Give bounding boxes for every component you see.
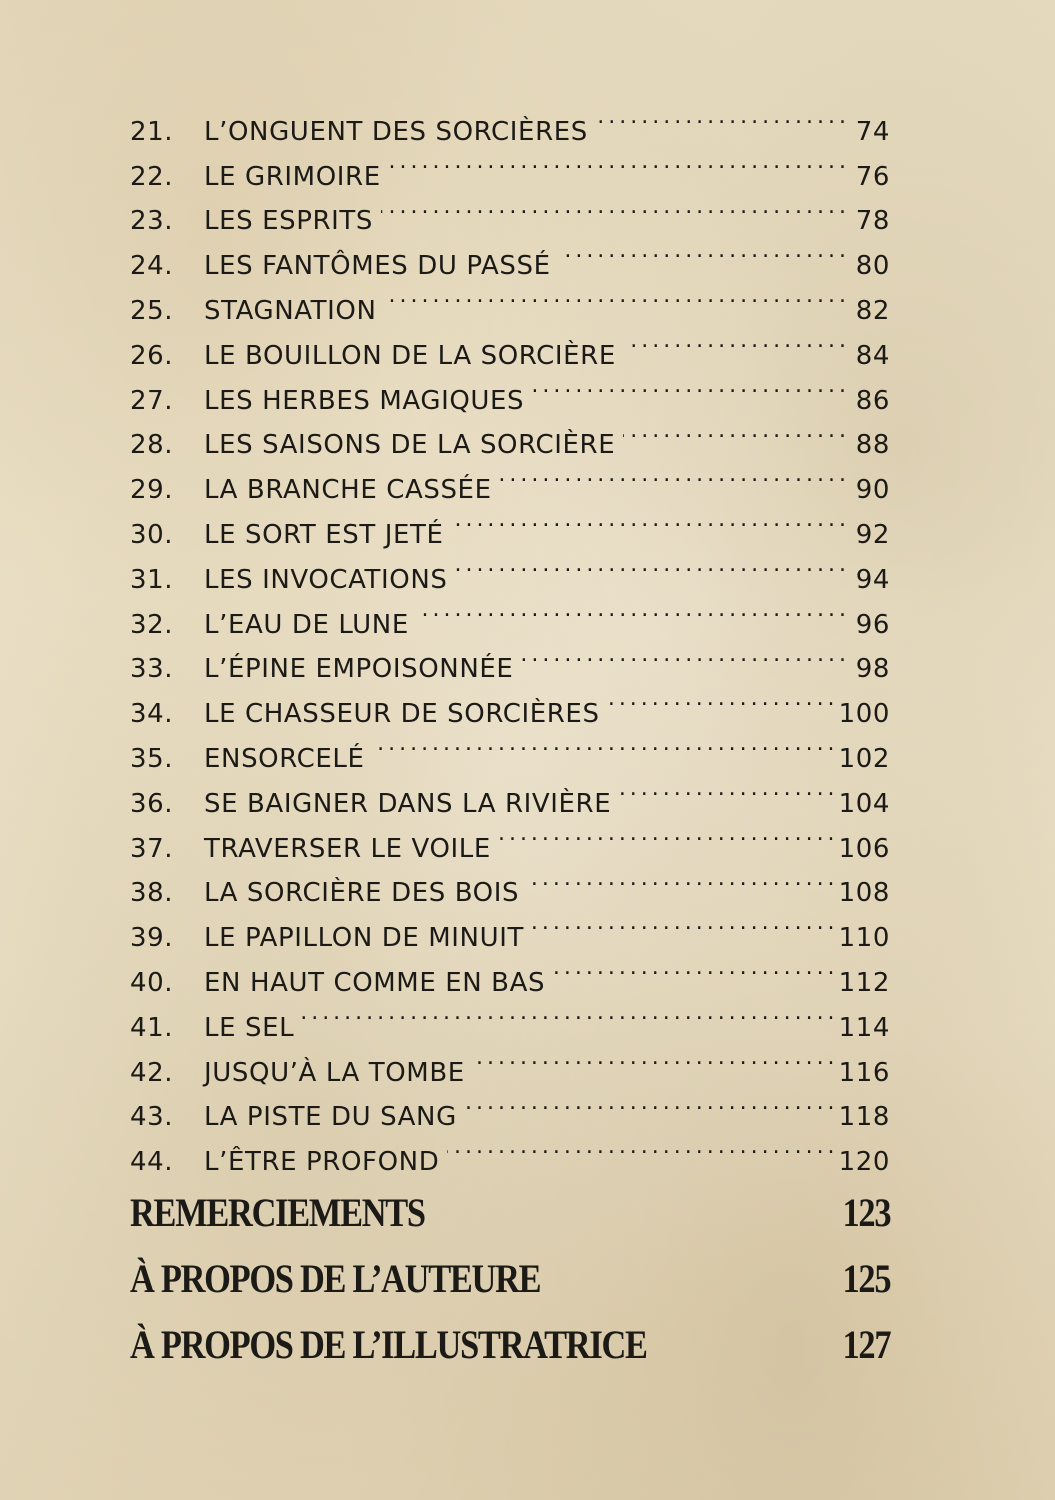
chapter-number: 30. <box>130 519 174 550</box>
dot-leader <box>455 543 846 588</box>
chapter-number: 24. <box>130 251 174 282</box>
chapter-number: 21. <box>130 116 174 147</box>
chapter-page-number: 84 <box>855 340 890 371</box>
chapter-page-number: 98 <box>855 654 890 685</box>
chapter-page-number: 118 <box>838 1102 890 1133</box>
chapter-title: LES FANTÔMES DU PASSÉ <box>204 251 551 282</box>
dot-leader <box>452 498 846 543</box>
dot-leader <box>389 140 846 185</box>
chapter-title: EN HAUT COMME EN BAS <box>204 967 546 998</box>
chapter-page-number: 92 <box>855 519 890 550</box>
chapter-number: 41. <box>130 1012 174 1043</box>
chapter-page-number: 82 <box>855 295 890 326</box>
chapter-title: LA SORCIÈRE DES BOIS <box>204 878 520 909</box>
chapter-page-number: 102 <box>838 743 890 774</box>
dot-leader <box>559 229 846 274</box>
dot-leader <box>623 409 846 454</box>
chapter-title: LE SORT EST JETÉ <box>204 519 444 550</box>
chapter-page-number: 96 <box>855 609 890 640</box>
chapter-number: 38. <box>130 878 174 909</box>
chapter-title: SE BAIGNER DANS LA RIVIÈRE <box>204 788 612 819</box>
section-title: À PROPOS DE L’AUTEURE <box>130 1256 541 1301</box>
dot-leader <box>373 722 835 767</box>
dot-leader <box>532 364 846 409</box>
dot-leader <box>500 453 846 498</box>
chapter-page-number: 104 <box>838 788 890 819</box>
chapter-page-number: 106 <box>838 833 890 864</box>
dot-leader <box>417 588 846 633</box>
chapter-title: L’ÊTRE PROFOND <box>204 1147 440 1178</box>
chapter-page-number: 110 <box>838 923 890 954</box>
chapter-number: 29. <box>130 475 174 506</box>
chapter-title: LES ESPRITS <box>204 206 374 237</box>
chapter-number: 23. <box>130 206 174 237</box>
chapter-title: LE CHASSEUR DE SORCIÈRES <box>204 699 600 730</box>
chapter-page-number: 74 <box>855 116 890 147</box>
section-title: À PROPOS DE L’ILLUSTRATRICE <box>130 1322 647 1367</box>
chapter-title: TRAVERSER LE VOILE <box>204 833 491 864</box>
chapter-number: 33. <box>130 654 174 685</box>
chapter-title: LES SAISONS DE LA SORCIÈRE <box>204 430 616 461</box>
chapter-number: 37. <box>130 833 174 864</box>
chapter-page-number: 120 <box>838 1147 890 1178</box>
section-title: REMERCIEMENTS <box>130 1190 425 1235</box>
chapter-title: L’EAU DE LUNE <box>204 609 409 640</box>
chapter-title: LE BOUILLON DE LA SORCIÈRE <box>204 340 616 371</box>
chapter-page-number: 76 <box>855 161 890 192</box>
dot-leader <box>619 767 834 812</box>
dot-leader <box>527 857 834 902</box>
chapter-title: LES HERBES MAGIQUES <box>204 385 525 416</box>
chapter-number: 32. <box>130 609 174 640</box>
chapter-page-number: 78 <box>855 206 890 237</box>
chapter-page-number: 90 <box>855 475 890 506</box>
chapter-title: LA BRANCHE CASSÉE <box>204 475 492 506</box>
chapter-page-number: 88 <box>855 430 890 461</box>
toc-entry <box>130 95 890 147</box>
dot-leader <box>381 185 846 230</box>
dot-leader <box>596 95 846 140</box>
chapter-title: LE PAPILLON DE MINUIT <box>204 923 524 954</box>
chapter-number: 44. <box>130 1147 174 1178</box>
chapter-title: STAGNATION <box>204 295 377 326</box>
chapter-page-number: 100 <box>838 699 890 730</box>
section-page-number: 125 <box>842 1256 891 1301</box>
dot-leader <box>302 991 834 1036</box>
chapter-number: 25. <box>130 295 174 326</box>
chapter-number: 22. <box>130 161 174 192</box>
dot-leader <box>624 319 846 364</box>
chapter-number: 34. <box>130 699 174 730</box>
dot-leader <box>521 633 846 678</box>
section-entry <box>130 1312 890 1378</box>
chapter-page-number: 112 <box>838 967 890 998</box>
chapter-title: L’ÉPINE EMPOISONNÉE <box>204 654 514 685</box>
dot-leader <box>473 1036 835 1081</box>
dot-leader <box>532 901 835 946</box>
section-page-number: 127 <box>842 1322 891 1367</box>
chapter-title: LE GRIMOIRE <box>204 161 381 192</box>
dot-leader <box>447 1125 834 1170</box>
section-entry <box>130 1180 890 1246</box>
chapter-title: ENSORCELÉ <box>204 743 365 774</box>
back-matter-list <box>130 1180 890 1378</box>
dot-leader <box>608 677 835 722</box>
chapter-number: 40. <box>130 967 174 998</box>
chapter-number: 43. <box>130 1102 174 1133</box>
chapter-page-number: 94 <box>855 564 890 595</box>
chapter-page-number: 108 <box>838 878 890 909</box>
chapter-page-number: 116 <box>838 1057 890 1088</box>
table-of-contents <box>130 95 890 1178</box>
chapter-number: 36. <box>130 788 174 819</box>
chapter-number: 42. <box>130 1057 174 1088</box>
chapter-title: LES INVOCATIONS <box>204 564 448 595</box>
dot-leader <box>553 946 834 991</box>
chapter-page-number: 114 <box>838 1012 890 1043</box>
chapter-number: 27. <box>130 385 174 416</box>
chapter-number: 26. <box>130 340 174 371</box>
chapter-number: 31. <box>130 564 174 595</box>
chapter-number: 35. <box>130 743 174 774</box>
chapter-number: 28. <box>130 430 174 461</box>
chapter-title: LE SEL <box>204 1012 295 1043</box>
dot-leader <box>499 812 835 857</box>
dot-leader <box>465 1081 835 1126</box>
chapter-title: JUSQU’À LA TOMBE <box>204 1057 465 1088</box>
section-page-number: 123 <box>842 1190 891 1235</box>
chapter-number: 39. <box>130 923 174 954</box>
chapter-page-number: 80 <box>855 251 890 282</box>
chapter-page-number: 86 <box>855 385 890 416</box>
dot-leader <box>385 274 846 319</box>
chapter-title: L’ONGUENT DES SORCIÈRES <box>204 116 588 147</box>
chapter-title: LA PISTE DU SANG <box>204 1102 457 1133</box>
section-entry <box>130 1246 890 1312</box>
